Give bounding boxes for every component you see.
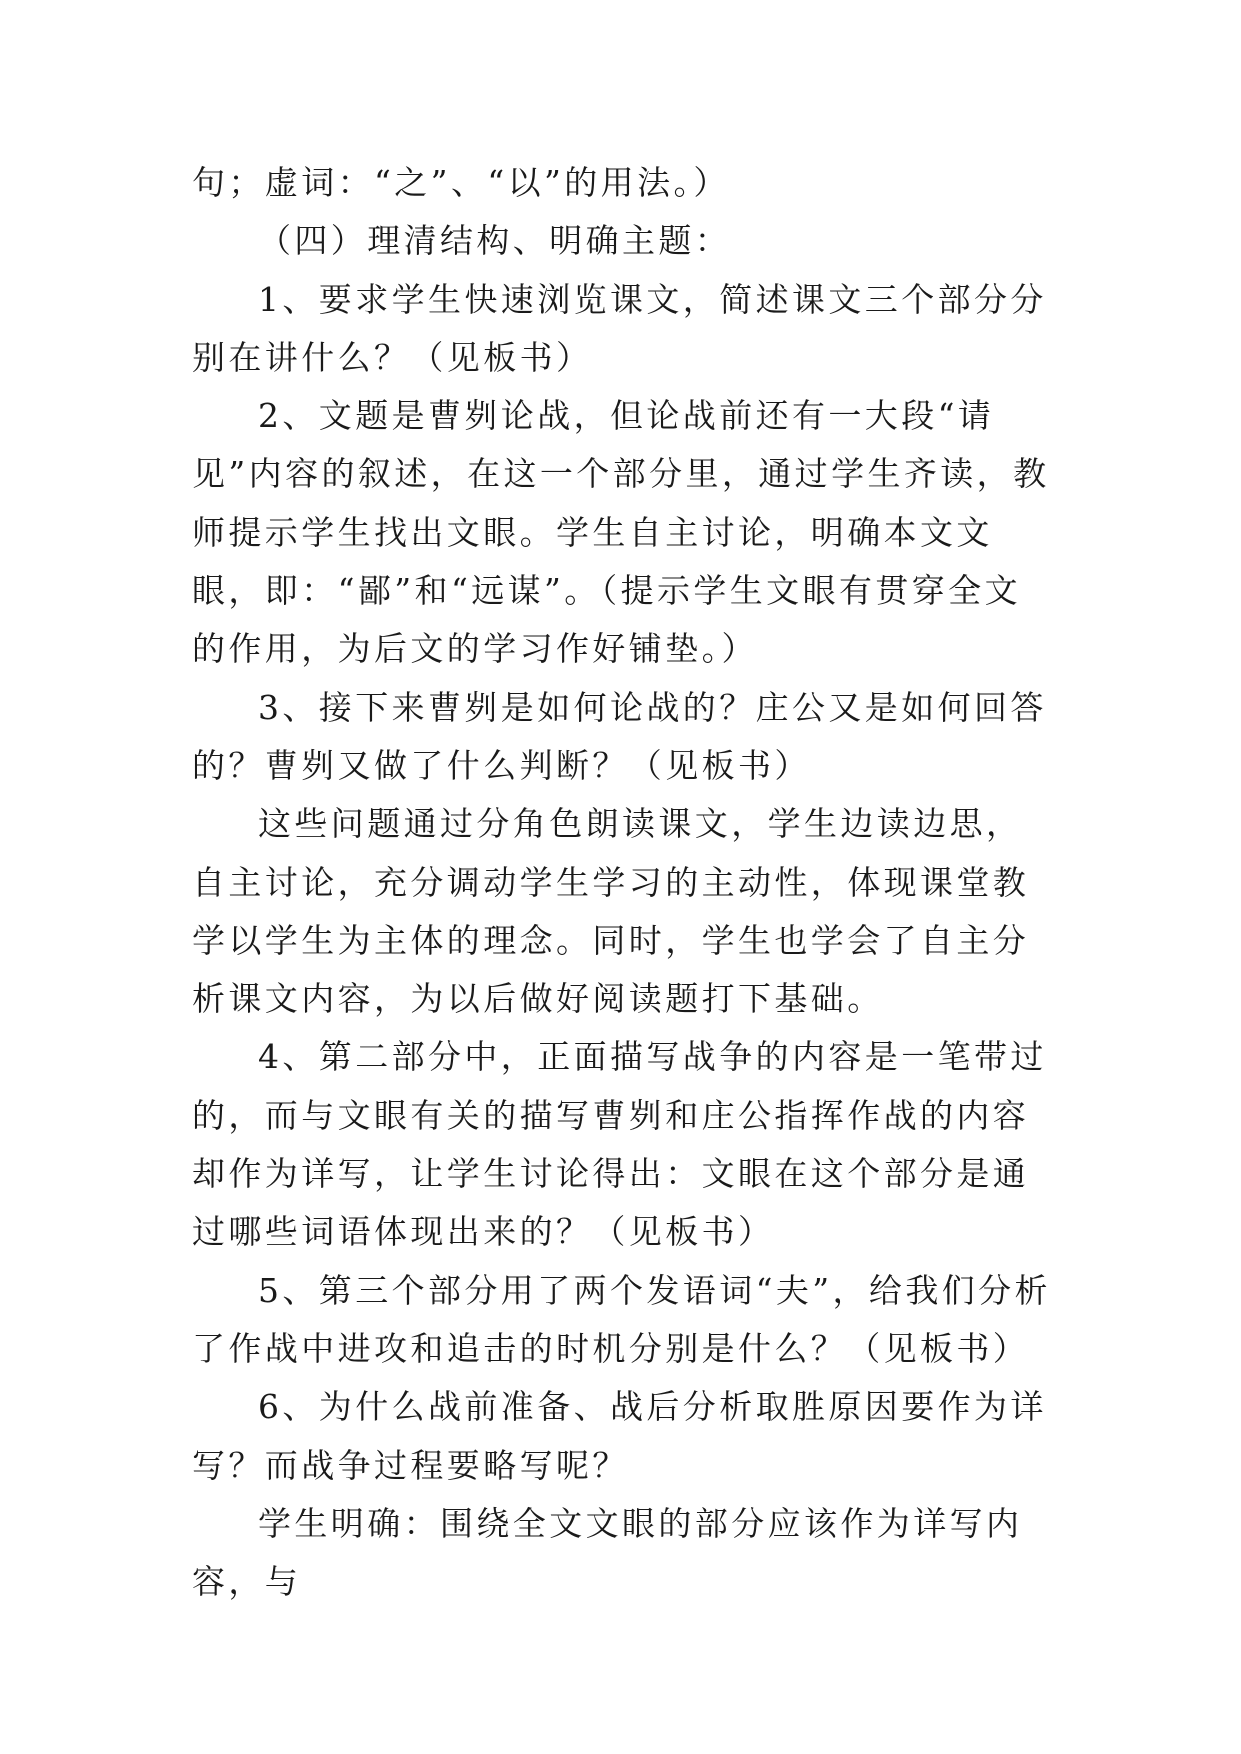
section-heading: （四）理清结构、明确主题： <box>258 221 732 261</box>
paragraph: 这些问题通过分角色朗读课文，学生边读边思，自主讨论，充分调动学生学习的主动性，体现课堂教学以学生为主体的理念。同时，学生也学会了自主分析课文内容，为以后做好阅读题打下基础。 <box>192 804 1030 1019</box>
paragraph: 5、第三个部分用了两个发语词“夫”，给我们分析了作战中进攻和追击的时机分别是什么？（见板书） <box>192 1270 1051 1368</box>
paragraph: 6、为什么战前准备、战后分析取胜原因要作为详写？而战争过程要略写呢？ <box>192 1387 1047 1485</box>
document-body <box>192 154 1052 1611</box>
paragraph: 4、第二部分中，正面描写战争的内容是一笔带过的，而与文眼有关的描写曹刿和庄公指挥作战的内容却作为详写，让学生讨论得出：文眼在这个部分是通过哪些词语体现出来的？（见板书） <box>192 1037 1047 1252</box>
paragraph: 句；虚词：“之”、“以”的用法。） <box>192 163 730 202</box>
paragraph: 3、接下来曹刿是如何论战的？庄公又是如何回答的？曹刿又做了什么判断？（见板书） <box>192 687 1047 785</box>
paragraph: 2、文题是曹刿论战，但论战前还有一大段“请见”内容的叙述，在这一个部分里，通过学生齐读，教师提示学生找出文眼。学生自主讨论，明确本文文眼，即：“鄙”和“远谋”。（提示学生文眼有贯穿全文的作用，为后文的学习作好铺垫。） <box>192 396 1050 669</box>
paragraph: 学生明确：围绕全文文眼的部分应该作为详写内容，与 <box>192 1503 1023 1602</box>
paragraph: 1、要求学生快速浏览课文，简述课文三个部分分别在讲什么？（见板书） <box>192 279 1047 377</box>
